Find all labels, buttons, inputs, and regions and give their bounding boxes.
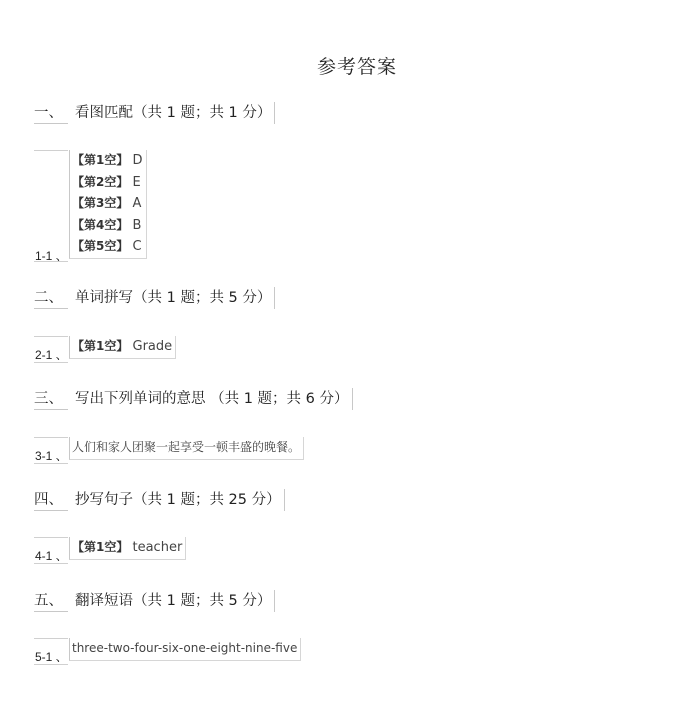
section-number: 三、: [34, 391, 63, 407]
answer-block-3: [69, 437, 304, 460]
blank-label: 【第5空】: [72, 239, 129, 254]
page-title: 参考答案: [316, 56, 397, 78]
section-name: 单词拼写（共 1 题；共 5 分）: [75, 290, 272, 306]
answer-row: [72, 150, 143, 172]
section-4-header: [34, 489, 285, 511]
answer-row: [72, 236, 143, 258]
section-name: 抄写句子（共 1 题；共 25 分）: [75, 492, 281, 508]
answer-value: E: [132, 174, 141, 190]
answer-value: teacher: [132, 540, 183, 555]
question-number: 4-1 、: [35, 549, 68, 563]
section-number: 一、: [34, 105, 63, 121]
section-2-header: [34, 287, 275, 309]
answer-block-2: [69, 336, 176, 359]
answer-value: Grade: [132, 339, 173, 354]
section-3-header: [34, 388, 353, 410]
question-number: 5-1 、: [35, 650, 68, 664]
answer-value: B: [132, 217, 142, 233]
section-name: 翻译短语（共 1 题；共 5 分）: [75, 593, 272, 609]
answer-row: [72, 638, 297, 660]
question-box-1: [34, 150, 68, 262]
blank-label: 【第2空】: [72, 174, 129, 189]
answer-block-4: [69, 537, 186, 560]
answer-row: [72, 336, 172, 358]
blank-label: 【第4空】: [72, 217, 129, 232]
answer-value: 人们和家人团聚一起享受一顿丰盛的晚餐。: [72, 440, 301, 454]
answer-block-1: [69, 150, 147, 259]
answer-block-5: [69, 638, 301, 661]
question-number: 2-1 、: [35, 348, 68, 362]
blank-label: 【第3空】: [72, 196, 129, 211]
section-name: 写出下列单词的意思 （共 1 题；共 6 分）: [75, 391, 349, 407]
section-number: 四、: [34, 492, 63, 508]
answer-row: [72, 193, 143, 215]
answer-row: [72, 172, 143, 194]
answer-value: three-two-four-six-one-eight-nine-five: [72, 641, 298, 655]
question-number: 3-1 、: [35, 449, 68, 463]
section-1-header: [34, 102, 275, 124]
answer-value: A: [132, 196, 142, 212]
answer-value: C: [132, 239, 142, 255]
answer-row: [72, 215, 143, 237]
answer-row: [72, 537, 182, 559]
answer-value: D: [132, 153, 143, 168]
blank-label: 【第1空】: [72, 540, 129, 554]
question-number: 1-1 、: [35, 249, 68, 263]
answer-row: [72, 437, 300, 459]
blank-label: 【第1空】: [72, 339, 129, 353]
blank-label: 【第1空】: [72, 153, 129, 167]
section-number: 五、: [34, 593, 63, 609]
section-name: 看图匹配（共 1 题；共 1 分）: [75, 105, 272, 121]
section-5-header: [34, 590, 275, 612]
section-number: 二、: [34, 290, 63, 306]
